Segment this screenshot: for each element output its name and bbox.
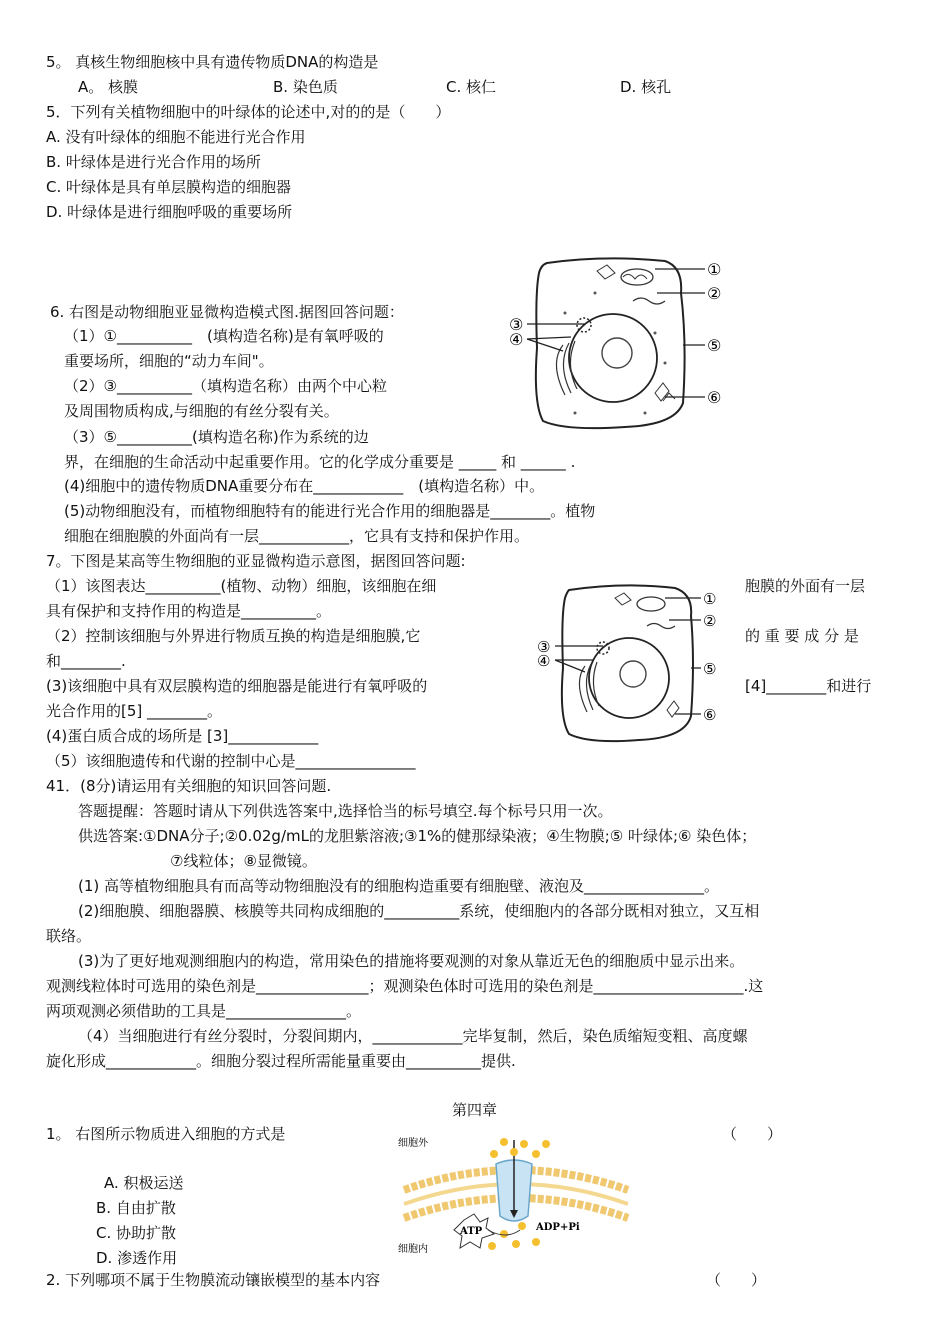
ch4-q2-paren: （ ） bbox=[706, 1271, 767, 1289]
ch4-q1-option-c: C. 协助扩散 bbox=[96, 1224, 177, 1242]
q6-line-8: (4)细胞中的遗传物质DNA重要分布在____________ (填构造名称）中。 bbox=[64, 477, 545, 495]
ch4-q1-paren: （ ） bbox=[722, 1125, 783, 1143]
animal-cell-diagram bbox=[505, 253, 740, 433]
q7-line-6: (3)该细胞中具有双层膜构造的细胞器是能进行有氧呼吸的 bbox=[46, 677, 428, 695]
q6-line-5: 及周围物质构成,与细胞的有丝分裂有关。 bbox=[64, 402, 339, 420]
fig2-label-5: ⑤ bbox=[703, 660, 717, 678]
q7-line-6b: [4]________和进行 bbox=[745, 677, 872, 695]
q41-line-3: 供选答案:①DNA分子;②0.02g/mL的龙胆紫溶液;③1%的健那绿染液；④生物膜;⑤ 叶绿体;⑥ 染色体； bbox=[78, 827, 757, 845]
cell-diagram-q7 bbox=[535, 582, 735, 747]
fig2-label-6: ⑥ bbox=[703, 706, 717, 724]
fig2-label-3: ③ bbox=[537, 638, 551, 656]
q5b-option-b: B. 叶绿体是进行光合作用的场所 bbox=[46, 153, 261, 171]
q6-line-1: 6. 右图是动物细胞亚显微构造模式图.据图回答问题： bbox=[50, 303, 404, 321]
ch4-q1-stem: 1。 右图所示物质进入细胞的方式是 bbox=[46, 1125, 286, 1143]
q7-line-4: （2）控制该细胞与外界进行物质互换的构造是细胞膜,它 bbox=[46, 627, 421, 645]
q6-line-3: 重要场所，细胞的“动力车间"。 bbox=[64, 352, 274, 370]
q41-line-4: ⑦线粒体；⑧显微镜。 bbox=[170, 852, 317, 870]
q7-line-2: （1）该图表达__________(植物、动物）细胞，该细胞在细 bbox=[46, 577, 437, 595]
ch4-q2-stem: 2. 下列哪项不属于生物膜流动镶嵌模型的基本内容 bbox=[46, 1271, 381, 1289]
q7-line-8: (4)蛋白质合成的场所是 [3]____________ bbox=[46, 727, 319, 745]
q5b-option-a: A. 没有叶绿体的细胞不能进行光合作用 bbox=[46, 128, 306, 146]
fig1-label-6: ⑥ bbox=[707, 388, 722, 407]
q41-line-5: (1) 高等植物细胞具有而高等动物细胞没有的细胞构造重要有细胞壁、液泡及________________。 bbox=[78, 877, 720, 895]
q41-line-6: (2)细胞膜、细胞器膜、核膜等共同构成细胞的__________系统，使细胞内的各部分既相对独立，又互相 bbox=[78, 902, 760, 920]
q7-line-4b: 的 重 要 成 分 是 bbox=[745, 627, 859, 645]
q5a-option-a: A。 核膜 bbox=[78, 78, 139, 96]
q41-line-9: 观测线粒体时可选用的染色剂是_______________；观测染色体时可选用的染色剂是____________________.这 bbox=[46, 977, 764, 995]
q6-line-9: (5)动物细胞没有，而植物细胞特有的能进行光合作用的细胞器是________。植物 bbox=[64, 502, 596, 520]
q7-line-5: 和________. bbox=[46, 652, 126, 670]
fig2-label-2: ② bbox=[703, 612, 717, 630]
fig3-atp-label: ATP bbox=[460, 1226, 483, 1237]
fig1-label-5: ⑤ bbox=[707, 336, 722, 355]
fig1-label-4: ④ bbox=[509, 330, 524, 349]
fig1-label-2: ② bbox=[707, 284, 722, 303]
fig2-label-1: ① bbox=[703, 590, 717, 608]
membrane-transport-diagram bbox=[396, 1130, 636, 1258]
q5a-option-b: B. 染色质 bbox=[273, 78, 338, 96]
chapter-title: 第四章 bbox=[452, 1101, 498, 1119]
q5b-option-c: C. 叶绿体是具有单层膜构造的细胞器 bbox=[46, 178, 292, 196]
q7-line-1: 7。下图是某高等生物细胞的亚显微构造示意图，据图回答问题: bbox=[46, 552, 466, 570]
q5a-option-d: D. 核孔 bbox=[620, 78, 672, 96]
fig1-label-1: ① bbox=[707, 260, 722, 279]
ch4-q1-option-b: B. 自由扩散 bbox=[96, 1199, 176, 1217]
q41-line-2: 答题提醒：答题时请从下列供选答案中,选择恰当的标号填空.每个标号只用一次。 bbox=[78, 802, 613, 820]
q41-line-12: 旋化形成____________。细胞分裂过程所需能量重要由__________提供. bbox=[46, 1052, 516, 1070]
q5b-stem: 5．下列有关植物细胞中的叶绿体的论述中,对的的是（ ） bbox=[46, 103, 451, 121]
q6-line-2: （1）①__________ (填构造名称)是有氧呼吸的 bbox=[64, 327, 384, 345]
fig3-outside-label: 细胞外 bbox=[398, 1138, 428, 1149]
fig3-inside-label: 细胞内 bbox=[398, 1244, 428, 1255]
q6-line-4: （2）③__________（填构造名称）由两个中心粒 bbox=[64, 377, 387, 395]
q6-line-7: 界，在细胞的生命活动中起重要作用。它的化学成分重要是 _____ 和 ______ . bbox=[64, 453, 576, 471]
q7-line-3: 具有保护和支持作用的构造是__________。 bbox=[46, 602, 332, 620]
q41-line-11: （4）当细胞进行有丝分裂时，分裂间期内，____________完毕复制，然后，染色质缩短变粗、高度螺 bbox=[78, 1027, 748, 1045]
fig2-label-4: ④ bbox=[537, 652, 551, 670]
ch4-q1-option-a: A. 积极运送 bbox=[104, 1174, 184, 1192]
q5b-option-d: D. 叶绿体是进行细胞呼吸的重要场所 bbox=[46, 203, 293, 221]
q7-line-9: （5）该细胞遗传和代谢的控制中心是________________ bbox=[46, 752, 416, 770]
fig3-adp-label: ADP+Pi bbox=[536, 1222, 580, 1233]
q7-line-7: 光合作用的[5] ________。 bbox=[46, 702, 223, 720]
q6-line-6: （3）⑤__________(填构造名称)作为系统的边 bbox=[64, 428, 369, 446]
q41-line-8: (3)为了更好地观测细胞内的构造，常用染色的措施将要观测的对象从靠近无色的细胞质中显示出来。 bbox=[78, 952, 745, 970]
q7-line-2b: 胞膜的外面有一层 bbox=[745, 577, 866, 595]
q6-line-10: 细胞在细胞膜的外面尚有一层____________，它具有支持和保护作用。 bbox=[64, 527, 530, 545]
ch4-q1-option-d: D. 渗透作用 bbox=[96, 1249, 178, 1267]
q5a-option-c: C. 核仁 bbox=[446, 78, 497, 96]
q41-line-10: 两项观测必须借助的工具是________________。 bbox=[46, 1002, 362, 1020]
q41-line-1: 41．(8分)请运用有关细胞的知识回答问题. bbox=[46, 777, 332, 795]
q41-line-7: 联络。 bbox=[46, 927, 92, 945]
q5a-stem: 5。 真核生物细胞核中具有遗传物质DNA的构造是 bbox=[46, 53, 379, 71]
fig1-label-3: ③ bbox=[509, 315, 524, 334]
